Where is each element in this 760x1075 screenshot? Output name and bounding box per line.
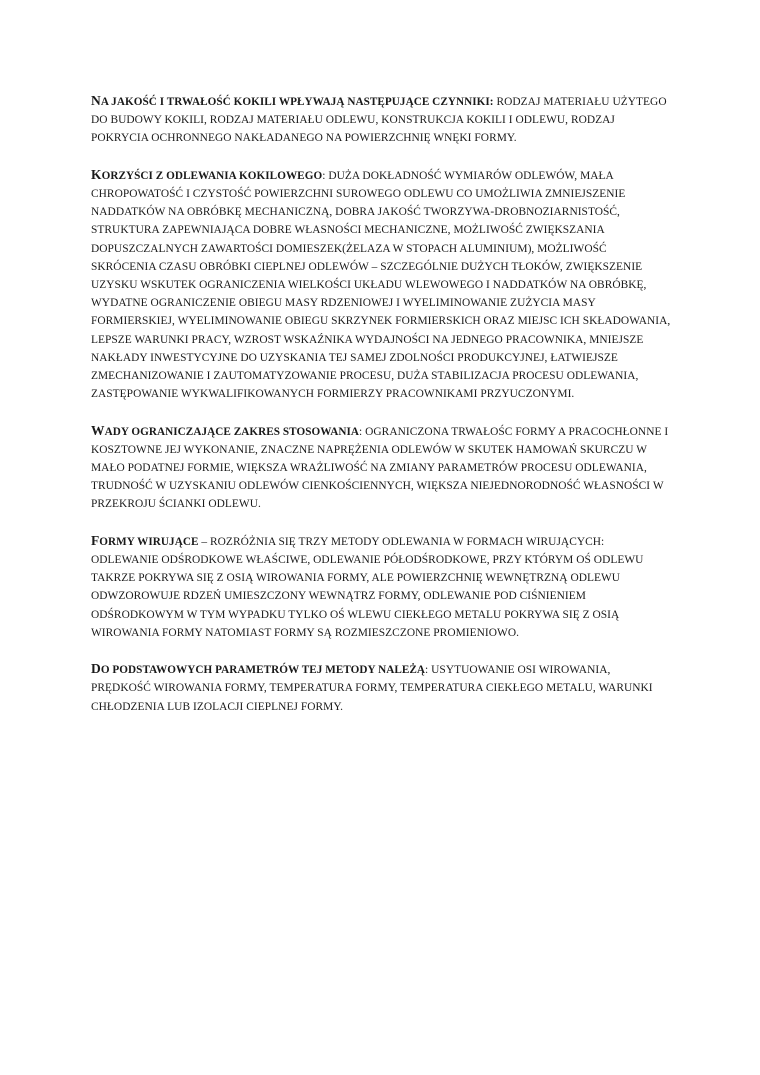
paragraph-body: RODZAJ MATERIAŁU UŻYTEGO DO BUDOWY KOKILI, RODZAJ MATERIAŁU ODLEWU, KONSTRUKCJA KOKILI I ODLEWU, RODZAJ POKRYCIA OCHRONNEGO NAKŁADANEGO NA POWIERZCHNIĘ WNĘKI FORMY. xyxy=(91,96,667,145)
heading-initial: D xyxy=(91,661,101,677)
heading-text: ADY OGRANICZAJĄCE ZAKRES STOSOWANIA xyxy=(104,425,360,438)
heading-initial: W xyxy=(91,422,105,438)
paragraph-heading xyxy=(91,532,199,548)
paragraph-body: : USYTUOWANIE OSI WIROWANIA, PRĘDKOŚĆ WIROWANIA FORMY, TEMPERATURA FORMY, TEMPERATURA CIEKŁEGO METALU, WARUNKI CHŁODZENIA LUB IZOLACJI CIEPLNEJ FORMY. xyxy=(91,664,653,713)
paragraph-body: : DUŻA DOKŁADNOŚĆ WYMIARÓW ODLEWÓW, MAŁA CHROPOWATOŚĆ I CZYSTOŚĆ POWIERZCHNI SUROWEGO ODLEWU CO UMOŻLIWIA ZMNIEJSZENIE NADDATKÓW NA OBRÓBKĘ MECHANICZNĄ, DOBRA JAKOŚĆ TWORZYWA-DROBNOZIARNISTOŚĆ, STRUKTURA ZAPEWNIAJĄCA DOBRE WŁASNOŚCI MECHANICZNE, MOŻLIWOŚĆ ZWIĘKSZANIA DOPUSZCZALNYCH ZAWARTOŚCI DOMIESZEK(ŻELAZA W STOPACH ALUMINIUM), MOŻLIWOŚĆ SKRÓCENIA CZASU OBRÓBKI CIEPLNEJ ODLEWÓW – SZCZEGÓLNIE DUŻYCH TŁOKÓW, ZWIĘKSZENIE UZYSKU WSKUTEK OGRANICZENIA WIELKOŚCI UKŁADU WLEWOWEGO I NADDATKÓW NA OBRÓBKĘ, WYDATNE OGRANICZENIE OBIEGU MASY RDZENIOWEJ I WYELIMINOWANIE ZUŻYCIA MASY FORMIERSKIEJ, WYELIMINOWANIE OBIEGU SKRZYNEK FORMIERSKICH ORAZ MIEJSC ICH SKŁADOWANIA, LEPSZE WARUNKI PRACY, WZROST WSKAŹNIKA WYDAJNOŚCI NA JEDNEGO PRACOWNIKA, MNIEJSZE NAKŁADY INWESTYCYJNE DO UZYSKANIA TEJ SAMEJ ZDOLNOŚCI PRODUKCYJNEJ, ŁATWIEJSZE ZMECHANIZOWANIE I ZAUTOMATYZOWANIE PROCESU, DUŻA STABILIZACJA PROCESU ODLEWANIA, ZASTĘPOWANIE WYKWALIFIKOWANYCH FORMIERZY PRACOWNIKAMI PRZYUCZONYMI. xyxy=(91,169,671,401)
paragraph-heading xyxy=(91,422,360,438)
heading-text: ORZYŚCI Z ODLEWANIA KOKILOWEGO xyxy=(101,169,323,182)
heading-initial: K xyxy=(91,166,102,182)
document-page xyxy=(91,92,671,734)
paragraph-body: : OGRANICZONA TRWAŁOŚC FORMY A PRACOCHŁONNE I KOSZTOWNE JEJ WYKONANIE, ZNACZNE NAPRĘŻENIA ODLEWÓW W SKUTEK HAMOWAŃ SKURCZU W MAŁO PODATNEJ FORMIE, WIĘKSZA WRAŻLIWOŚĆ NA ZMIANY PARAMETRÓW PROCESU ODLEWANIA, TRUDNOŚĆ W UZYSKANIU ODLEWÓW CIENKOŚCIENNYCH, WIĘKSZA NIEJEDNORODNOŚĆ WŁASNOŚCI W PRZEKROJU ŚCIANKI ODLEWU. xyxy=(91,425,669,511)
paragraph-method-parameters xyxy=(91,660,671,716)
paragraph-kokila-advantages xyxy=(91,166,671,404)
heading-text: A JAKOŚĆ I TRWAŁOŚĆ KOKILI WPŁYWAJĄ NASTĘPUJĄCE CZYNNIKI: xyxy=(100,96,494,108)
paragraph-kokila-quality-factors xyxy=(91,92,671,148)
paragraph-heading xyxy=(91,93,494,108)
heading-initial: N xyxy=(91,93,101,108)
paragraph-rotating-molds xyxy=(91,532,671,642)
paragraph-heading xyxy=(91,166,323,182)
heading-initial: F xyxy=(91,532,100,548)
paragraph-kokila-disadvantages xyxy=(91,422,671,514)
paragraph-body: – ROZRÓŻNIA SIĘ TRZY METODY ODLEWANIA W FORMACH WIRUJĄCYCH: ODLEWANIE ODŚRODKOWE WŁAŚCIWE, ODLEWANIE PÓŁODŚRODKOWE, PRZY KTÓRYM OŚ ODLEWU TAKRZE POKRYWA SIĘ Z OSIĄ WIROWANIA FORMY, ALE POWIERZCHNIĘ WEWNĘTRZNĄ ODLEWU ODWZOROWUJE RDZEŃ UMIESZCZONY WEWNĄTRZ FORMY, ODLEWANIE POD CIŚNIENIEM ODŚRODKOWYM W TYM WYPADKU TYLKO OŚ WLEWU CIEKŁEGO METALU POKRYWA SIĘ Z OSIĄ WIROWANIA FORMY NATOMIAST FORMY SĄ ROZMIESZCZONE PROMIENIOWO. xyxy=(91,535,644,639)
paragraph-heading xyxy=(91,661,426,677)
heading-text: ORMY WIRUJĄCE xyxy=(99,535,199,548)
heading-text: O PODSTAWOWYCH PARAMETRÓW TEJ METODY NALEŻĄ xyxy=(100,664,426,677)
